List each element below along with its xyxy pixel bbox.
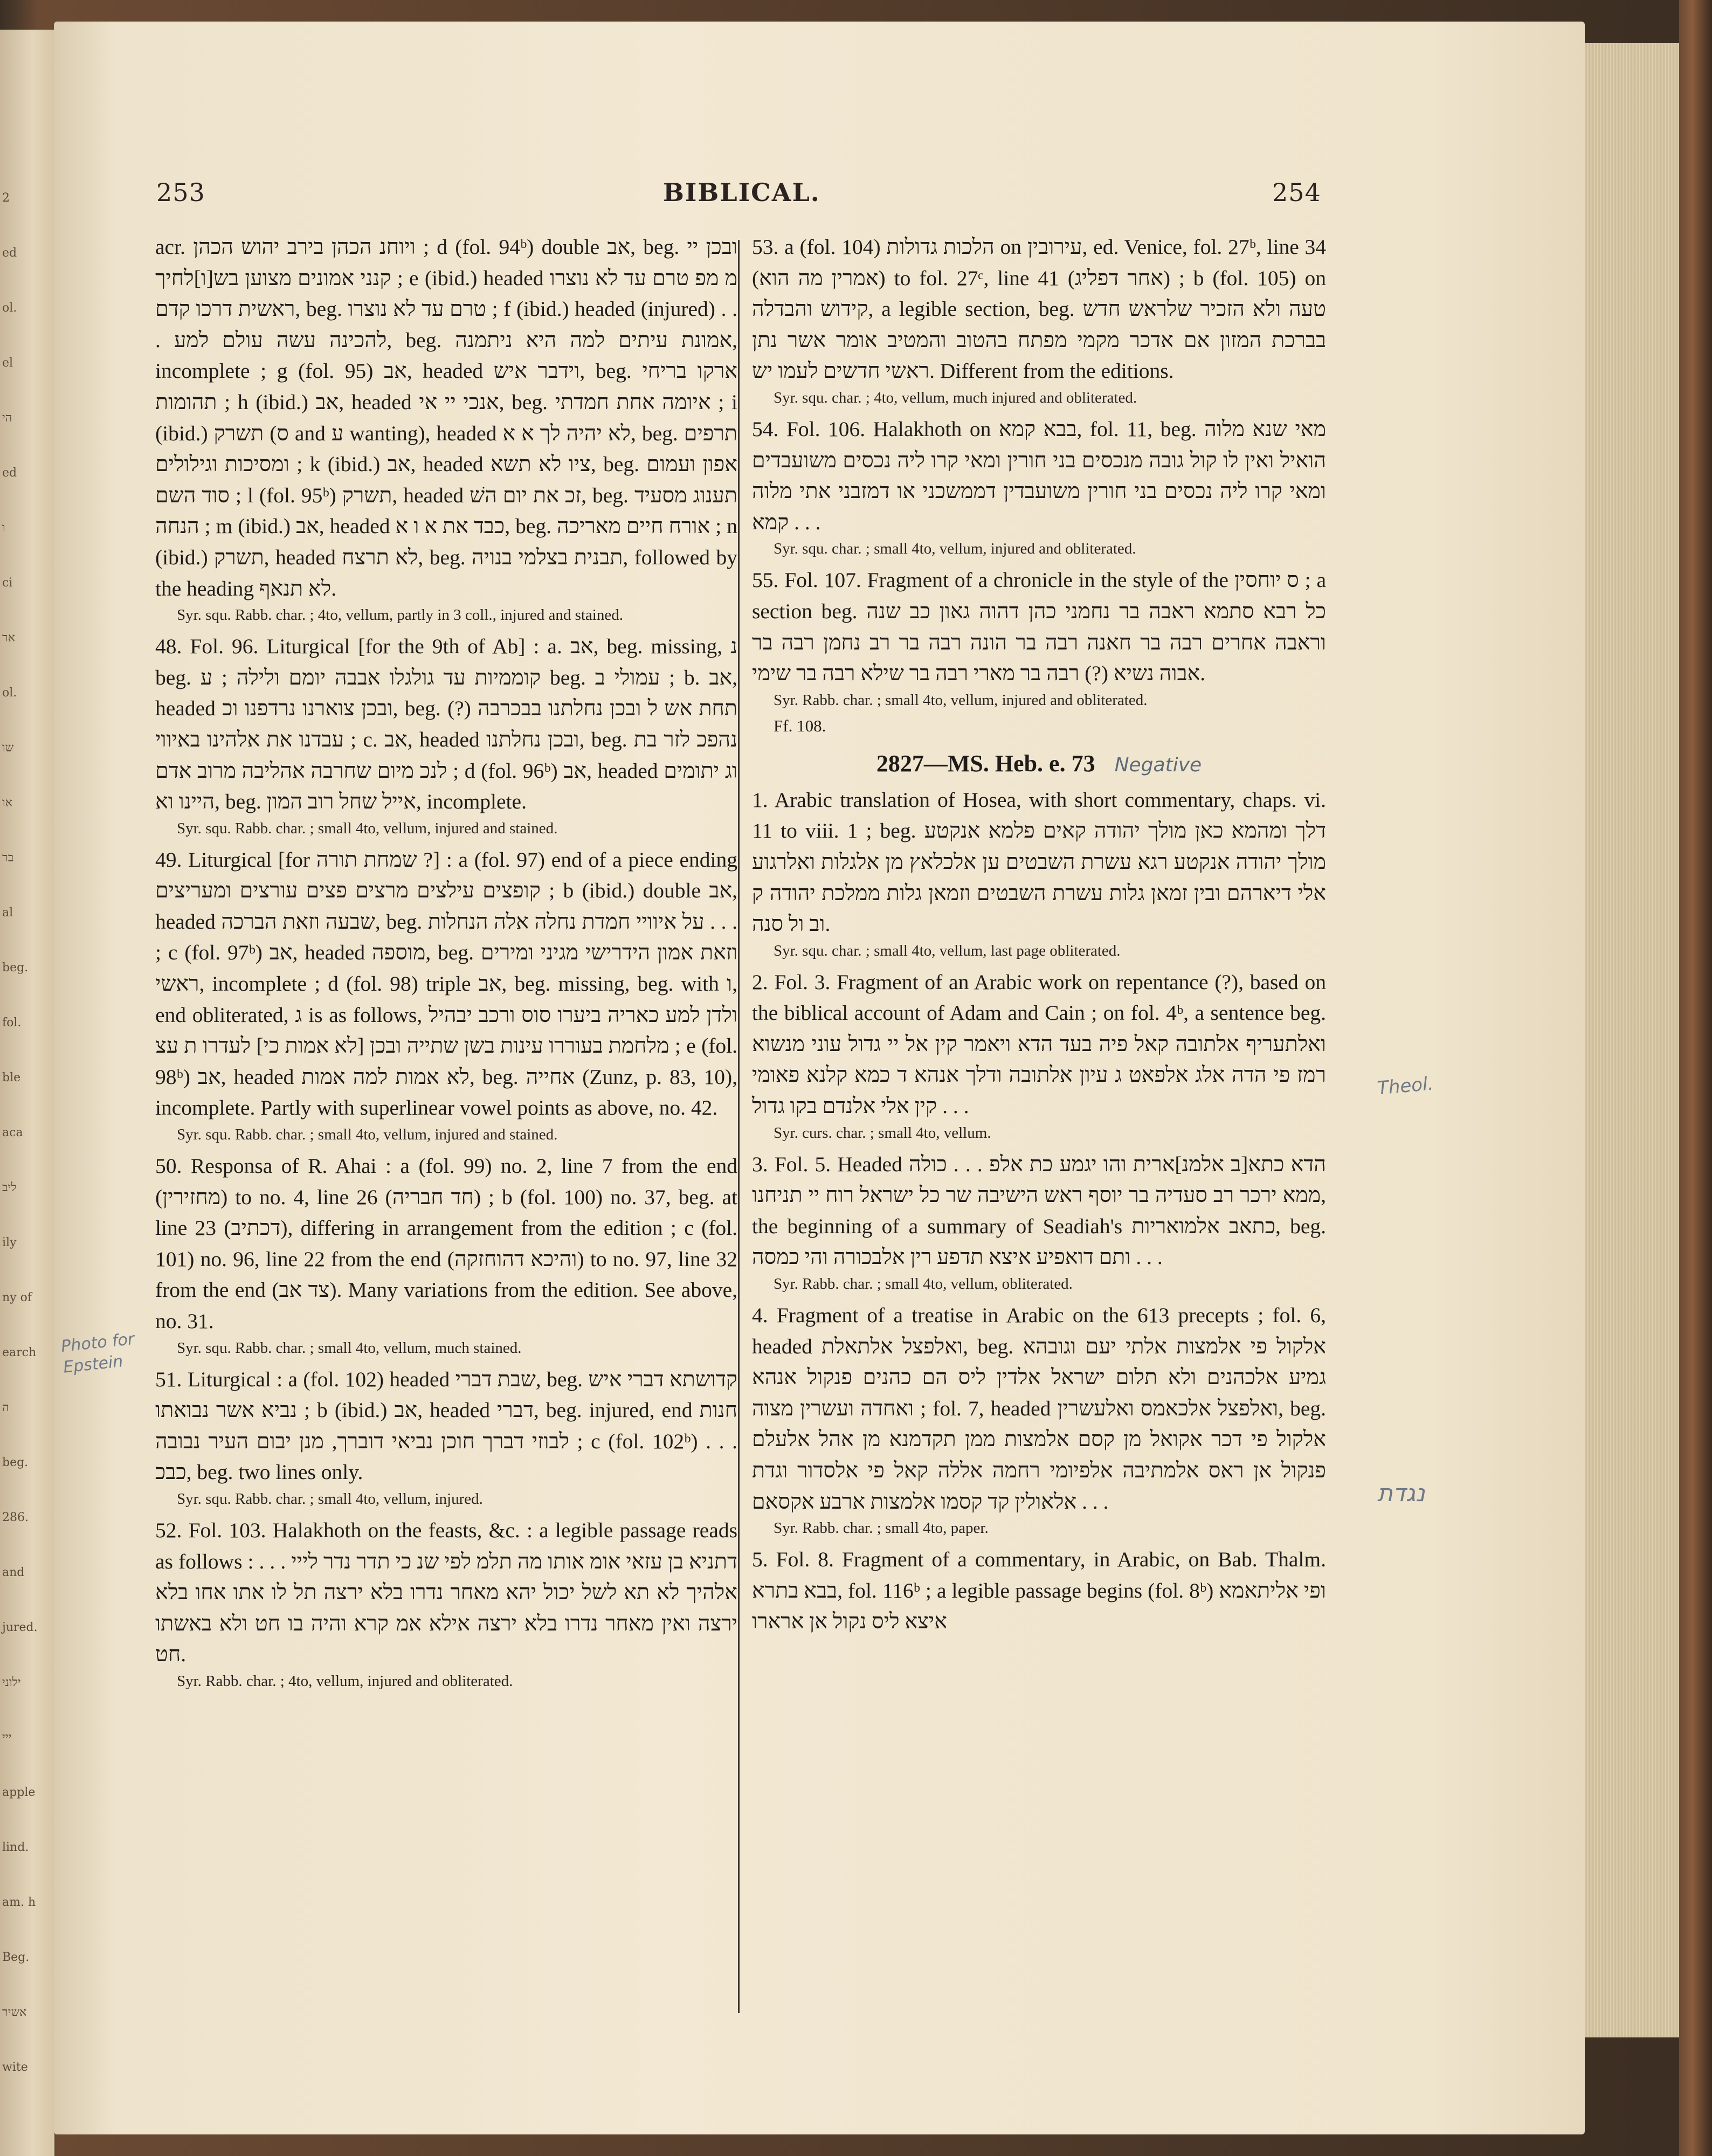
- left-page-fragment: ו: [2, 521, 5, 535]
- catalogue-entry: 51. Liturgical : a (fol. 102) headed שבת דברי, beg. קדושתא דברי איש נביא אשר נבואתו ; b (ibid.) אב, headed דברי, beg. injured, end חנות לבוזי דברך חוכן נביאי דוברך, מנן יבום העיר נבובה ; c (fol. 102ᵇ) . . . כבכ, beg. two lines only.: [155, 1367, 737, 1484]
- left-page-fragment: ci: [2, 576, 13, 590]
- left-page-fragment: earch: [2, 1346, 37, 1359]
- left-page-fragment: שו: [2, 741, 14, 755]
- entry-description: Syr. squ. Rabb. char. ; small 4to, vellum, much stained.: [177, 1339, 522, 1357]
- left-page-fragment: או: [2, 796, 12, 810]
- manuscript-heading: [752, 750, 1326, 777]
- catalogue-entry: 3. Fol. 5. Headed הדא כתא[ב אלמנ]ארית והו יגמע כת אלפ . . . כולה ממא ירכר רב סעדיה בר יוסף ראש הישיבה שר כל ישראל רוח יי תניחנו, the beginning of a summary of Seadiah's כתאב אלמואריות, beg. ותם דואפיע איצא תדפע רין אלבכורה והי כמסה . . .: [752, 1152, 1326, 1269]
- left-page-fragment: jured.: [2, 1621, 38, 1634]
- entry-description: Syr. curs. char. ; small 4to, vellum.: [774, 1124, 991, 1142]
- manuscript-heading-text: 2827—MS. Heb. e. 73: [876, 750, 1095, 777]
- catalogue-entry: 54. Fol. 106. Halakhoth on בבא קמא, fol. 11, beg. מאי שנא מלוה הואיל ואין לו קול גובה מנכסים בני חורין ומאי קרו ליה נכסים משועבדים ומאי קרו ליה נכסים בני חורין משועבדין דממשכני או דמזבני אתי מלוה קמא . . .: [752, 417, 1326, 534]
- left-page-fragment: apple: [2, 1786, 36, 1799]
- left-page-fragment: and: [2, 1566, 25, 1579]
- catalogue-entry: 1. Arabic translation of Hosea, with short commentary, chaps. vi. 11 to viii. 1 ; beg. דלך ומהמא כאן מולך יהודה קאים פלמא אנקטע מולך יהודה אנקטע רגא עשרת השבטים ען אלכלאץ מן אלגלות ואלרגוע אלי דיארהם ובין זמאן גלות עשרת השבטים וזמאן גלות ממלכת יהודה ק וב ול סנה.: [752, 787, 1326, 936]
- left-page-fragment: al: [2, 906, 13, 920]
- left-page-fragment: ed: [2, 466, 17, 480]
- left-page-fragment: beg.: [2, 961, 29, 975]
- left-page-fragment: Beg.: [2, 1951, 30, 1964]
- pencil-note-left: Photo for Epstein: [60, 1329, 135, 1377]
- catalogue-entry: 48. Fol. 96. Liturgical [for the 9th of Ab] : a. אב, beg. missing, נ beg. קוממיות עד גולגלו אבבה יומם ולילה ; ע beg. עמולי ב ; b. אב, headed ובכן צוארנו נרדפנו וכ, beg. תחת אש ל ובכן נחלתנו בבכרבה (?) עבדנו את אלהינו באיווי ; c. אב, headed ובכן נחלתנו, beg. נהפכ לזר בת לנכ מיום שחרבה אהליבה מרוב אדם ; d (fol. 96ᵇ) אב, headed וג יתומים היינו וא, beg. אייל שחל רוב המון, incomplete.: [155, 634, 737, 814]
- running-title: BIBLICAL.: [663, 178, 820, 207]
- entry-description: Syr. squ. Rabb. char. ; small 4to, vellum, injured and stained.: [177, 819, 558, 837]
- left-page-fragment: ליב: [2, 1181, 17, 1194]
- left-page-fragment: ed: [2, 246, 17, 260]
- left-page-fragment: ny of: [2, 1291, 32, 1304]
- pencil-note-theol: Theol.: [1376, 1073, 1434, 1100]
- catalogue-entry: 2. Fol. 3. Fragment of an Arabic work on repentance (?), based on the biblical account of Adam and Cain ; on fol. 4ᵇ, a sentence beg. ואלתעריף אלתובה קאל פיה בעד הדא ויאמר קין אל יי גדול עוני מנשוא רמז פי הדה אלג אלפאט ג עיון אלתובה ודלך אנהא ד כמא קלנא פאומי קין אלי אלנדם בקו גדול . . .: [752, 970, 1326, 1118]
- catalogue-entry: 5. Fol. 8. Fragment of a commentary, in Arabic, on Bab. Thalm. בבא בתרא, fol. 116ᵇ ; a legible passage begins (fol. 8ᵇ) ופי אליתאמא איצא ליס נקול אן ארארו: [752, 1547, 1327, 1634]
- entry-description: Syr. squ. char. ; small 4to, vellum, last page obliterated.: [774, 942, 1121, 959]
- left-page-fragment: beg.: [2, 1456, 29, 1469]
- entry-description: Syr. squ. Rabb. char. ; small 4to, vellum, injured and stained.: [177, 1126, 558, 1144]
- pencil-note-hebrew: נגדת: [1377, 1480, 1425, 1507]
- page-block-edge: [1585, 43, 1683, 2037]
- catalogue-entry: 50. Responsa of R. Ahai : a (fol. 99) no. 2, line 7 from the end (מחזירין) to no. 4, line 26 (חד חבריה) ; b (fol. 100) no. 37, beg. at line 23 (דכתיב), differing in arrangement from the edition ; c (fol. 101) no. 96, line 22 from the end (והיכא דהוחזקה) to no. 97, line 32 from the end (צד אב). Many variations from the edition. See above, no. 31.: [155, 1154, 737, 1333]
- entry-description: Syr. Rabb. char. ; 4to, vellum, injured and obliterated.: [177, 1672, 513, 1690]
- left-page-edge: [0, 30, 55, 2156]
- left-page-fragment: בר: [2, 851, 14, 865]
- entry-description: Syr. Rabb. char. ; small 4to, vellum, injured and obliterated.: [774, 691, 1148, 709]
- left-page-fragment: fol.: [2, 1016, 22, 1029]
- column-divider: [738, 240, 740, 2013]
- catalogue-entry: 49. Liturgical [for שמחת תורה ?] : a (fol. 97) end of a piece ending קופצים עילצים מרצים פצים עורצים ומעריצים ; b (ibid.) double אב, headed שבעה וזאת הברכה, beg. על איוויי חמדת נחלה אלה הנחלות . . . ; c (fol. 97ᵇ) אב, headed מוספה, beg. וזאת אמון הידרישי מגיני ומירים ראשי, incomplete ; d (fol. 98) triple אב, beg. missing, beg. with ו, end obliterated, ג is as follows, ולדן למע כאריה ביערו סוס ורכב יבהיל מלחמת בעוררו עינות בשן שתייה ובכן [לא אמות כי] לעדרו ת עצ ; e (fol. 98ᵇ) אב, headed לא אמות למה אמות, beg. אחייה (Zunz, p. 83, 10), incomplete. Partly with superlinear vowel points as above, no. 42.: [155, 847, 737, 1120]
- left-page-fragment: הי: [2, 411, 12, 425]
- entry-description: Syr. squ. Rabb. char. ; small 4to, vellum, injured.: [177, 1490, 483, 1508]
- left-page-fragment: ילוני: [2, 1676, 21, 1689]
- folio-note: Ff. 108.: [774, 716, 826, 735]
- left-page-fragment: aca: [2, 1126, 23, 1139]
- left-page-fragment: ble: [2, 1071, 21, 1084]
- left-page-fragment: אשיר: [2, 2006, 27, 2019]
- catalogue-entry: 52. Fol. 103. Halakhoth on the feasts, &c. : a legible passage reads as follows : . . . דתניא בן עזאי אומ אותו מה תלמ לפי שנ כי תדר נדר לייי אלהיך לא תא לשל יכול יהא מאחר נדרו בלא ירצה תל לו אתו אחו בלא ירצה ואין מאחר נדרו בלא ירצה אילא אמ קרא והיה בו חט ולא באשתו חט.: [155, 1518, 737, 1667]
- entry-description: Syr. Rabb. char. ; small 4to, vellum, obliterated.: [774, 1275, 1073, 1293]
- entry-description: Syr. squ. char. ; small 4to, vellum, injured and obliterated.: [774, 540, 1136, 558]
- entry-description: Syr. squ. char. ; 4to, vellum, much injured and obliterated.: [774, 389, 1137, 406]
- left-page-fragment: ol.: [2, 686, 17, 700]
- pencil-note-negative: Negative: [1114, 754, 1202, 776]
- right-column: [752, 232, 1326, 1637]
- left-page-fragment: ה: [2, 1401, 9, 1414]
- page-number-left: 253: [156, 178, 205, 207]
- left-page-fragment: ייי: [2, 1731, 12, 1744]
- left-page-fragment: wite: [2, 2061, 28, 2074]
- left-page-fragment: am. h: [2, 1896, 36, 1909]
- left-page-fragment: lind.: [2, 1841, 29, 1854]
- catalogue-entry: 55. Fol. 107. Fragment of a chronicle in the style of the ס יוחסין ; a section beg. כל רבא סתמא ראבה בר נחמני כהן דהוה גאון כב שנה וראבה אחרים רבה בר חאנה רבה בר הונה רבה בר רב נחמן רבה בר אבוה נשיא (?) רבה בר מארי רבה בר שילא רבה בר שימי.: [752, 568, 1326, 686]
- left-page-fragment: ol.: [2, 301, 17, 315]
- catalogue-entry: acr. ויוחנ הכהן בירב יהוש הכהן ; d (fol. 94ᵇ) double אב, beg. ובכן יי קנני אמונים מצוען בש[ו]לחיך ; e (ibid.) headed מ מפ טרם עד לא נוצרו ראשית דרכו קדם, beg. טרם עד לא נוצרו ; f (ibid.) headed (injured) . . . להכינה עשה עולם למע, beg. אמונת עיתים למה היא ניתמנה, incomplete ; g (fol. 95) אב, headed וידבר איש, beg. ארקו בריחי תהומות ; h (ibid.) אב, headed אנכי יי אי, beg. איומה אחת חמדתי ; i (ibid.) תשרק (ס and ע wanting), headed לא יהיה לך א א, beg. תרפים ומסיכות וגילולים ; k (ibid.) אב, headed ציו לא תשא, beg. אפון ועמום סוד השם ; l (fol. 95ᵇ) תשרק, headed זכ את יום השׁ, beg. תענוג מסעיד הנחה ; m (ibid.) אב, headed כבד את א ו א, beg. אורח חיים מאריכה ; n (ibid.) תשרק, headed לא תרצח, beg. תבנית בצלמי בנויה, followed by the heading לא תנאף.: [155, 235, 738, 600]
- page-number-right: 254: [1272, 178, 1321, 207]
- entry-description: Syr. squ. Rabb. char. ; 4to, vellum, partly in 3 coll., injured and stained.: [177, 606, 623, 624]
- left-page-fragment: אר: [2, 631, 16, 645]
- catalogue-entry: 53. a (fol. 104) הלכות גדולות on עירובין, ed. Venice, fol. 27ᵇ, line 34 (אמרין מה הוא) to fol. 27ᶜ, line 41 (אחר דפליג) ; b (fol. 105) on קידוש והבדלה, a legible section, beg. טעה ולא הזכיר שלראש חדש בברכת המזון אם אדכר מקמי מפתח בהטוב והמטיב אומר אשר נתן ראשי חדשים לעמו יש. Different from the editions.: [752, 235, 1327, 383]
- left-page-fragment: 2: [2, 191, 10, 205]
- left-page-fragment: ily: [2, 1236, 17, 1249]
- catalogue-entry: 4. Fragment of a treatise in Arabic on the 613 precepts ; fol. 6, headed ואלפצל אלתאלת, beg. אלקול פי אלמצות אלתי יעם וגובהא גמיע אלכהנים ולא תלום ישראל אלדין ליס הם כהנים פנקול אנהא ואחדה ועשרין מצוה ; fol. 7, headed ואלפצל אלכאמס ואלעשרין, beg. אלקול פי דכר אקואל מן קסם אלמצות ממן תקדמנא מן אהל אלעלם פנקול אן ראס אלמתיבה אלפיומי רחמה אללה קאל פי אלסדור וגדת אלאולין קד קסמו אלמצות ארבע אקסאם . . .: [752, 1303, 1326, 1514]
- left-page-fragment: 286.: [2, 1511, 29, 1524]
- entry-description: Syr. Rabb. char. ; small 4to, paper.: [774, 1519, 989, 1537]
- left-page-fragment: el: [2, 356, 13, 370]
- book-cover-right: [1679, 0, 1712, 2156]
- left-column: [155, 232, 737, 1697]
